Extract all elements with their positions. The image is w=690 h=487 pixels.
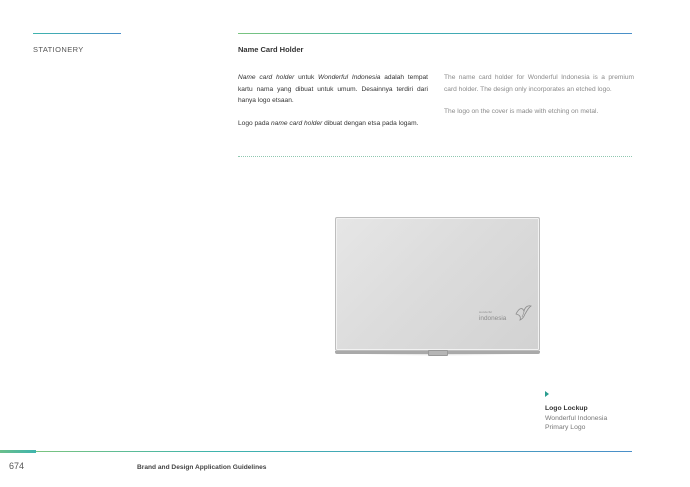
caption-line-1: Wonderful Indonesia (545, 414, 608, 422)
section-label: STATIONERY (33, 45, 84, 54)
indonesian-text-column (238, 72, 428, 140)
indonesian-paragraph-2: Logo pada name card holder dibuat dengan etsa pada logam. (238, 119, 419, 127)
etched-logo (479, 306, 535, 328)
caption-title: Logo Lockup (545, 405, 588, 412)
caption-arrow-icon (545, 391, 549, 397)
english-paragraph-1: The name card holder for Wonderful Indonesia is a premium card holder. The design only incorporates an etched logo. (444, 74, 634, 93)
garuda-bird-icon (513, 302, 533, 322)
header-rule-right (238, 33, 632, 34)
dotted-divider (238, 156, 632, 157)
page-number: 674 (9, 461, 25, 471)
indonesian-paragraph-1: Name card holder untuk Wonderful Indonesia adalah tempat kartu nama yang dibuat untuk umum. Desainnya terdiri dari hanya logo etsaan. (238, 74, 428, 105)
english-text-column (444, 72, 634, 129)
document-title: Brand and Design Application Guidelines (137, 464, 267, 471)
footer-accent-bar (0, 450, 36, 453)
name-card-holder-image (335, 217, 540, 351)
image-caption (545, 404, 607, 433)
page-title: Name Card Holder (238, 45, 304, 54)
etched-logo-small-text: wonderful (479, 310, 493, 314)
card-holder-clasp (428, 350, 448, 356)
caption-line-2: Primary Logo (545, 424, 586, 431)
etched-logo-main-text: indonesia (479, 315, 507, 322)
english-paragraph-2: The logo on the cover is made with etching on metal. (444, 108, 599, 116)
header-rule-left (33, 33, 121, 34)
footer-rule (36, 451, 632, 452)
